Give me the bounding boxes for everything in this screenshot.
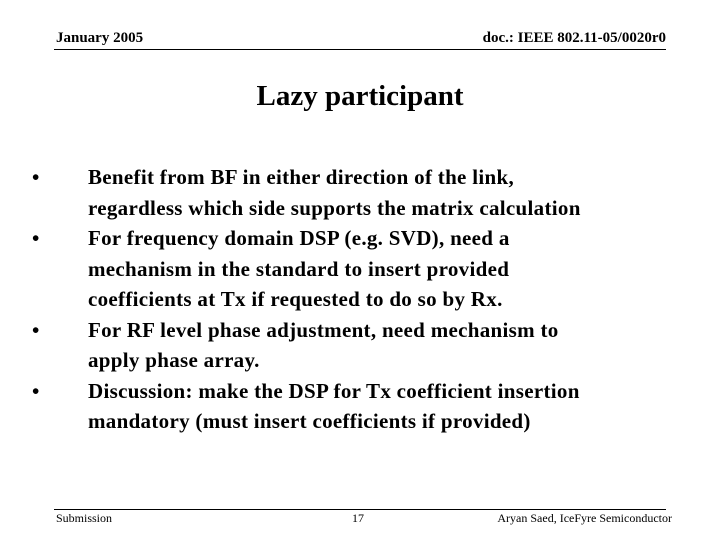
bullet-line: Benefit from BF in either direction of the link, <box>88 165 515 189</box>
bullet-line: For frequency domain DSP (e.g. SVD), need a <box>88 226 510 250</box>
bullet-line: mandatory (must insert coefficients if provided) <box>88 409 531 433</box>
footer-submission: Submission <box>56 511 113 525</box>
bullet-item <box>32 162 672 223</box>
bullet-line: coefficients at Tx if requested to do so by Rx. <box>88 287 503 311</box>
header-date: January 2005 <box>56 30 144 46</box>
footer-author: Aryan Saed, IceFyre Semiconductor <box>497 511 672 525</box>
header-divider <box>54 49 666 50</box>
footer-divider <box>54 509 666 510</box>
bullet-line: apply phase array. <box>88 348 260 372</box>
bullet-dot-icon: • <box>32 226 40 250</box>
bullet-item <box>32 223 672 315</box>
bullet-dot-icon: • <box>32 165 40 189</box>
bullet-dot-icon: • <box>32 317 40 342</box>
bullet-line: For RF level phase adjustment, need mechanism to <box>88 317 559 342</box>
footer-page-number: 17 <box>352 511 364 525</box>
bullet-item <box>32 315 672 376</box>
bullet-line: mechanism in the standard to insert provided <box>88 256 510 281</box>
bullet-dot-icon: • <box>32 378 40 403</box>
bullet-line: Discussion: make the DSP for Tx coefficient insertion <box>88 378 580 403</box>
slide-title: Lazy participant <box>256 80 464 112</box>
bullet-list <box>32 162 672 437</box>
bullet-line: regardless which side supports the matrix calculation <box>88 195 581 220</box>
bullet-item <box>32 376 672 437</box>
header-doc-id: doc.: IEEE 802.11-05/0020r0 <box>482 30 666 46</box>
